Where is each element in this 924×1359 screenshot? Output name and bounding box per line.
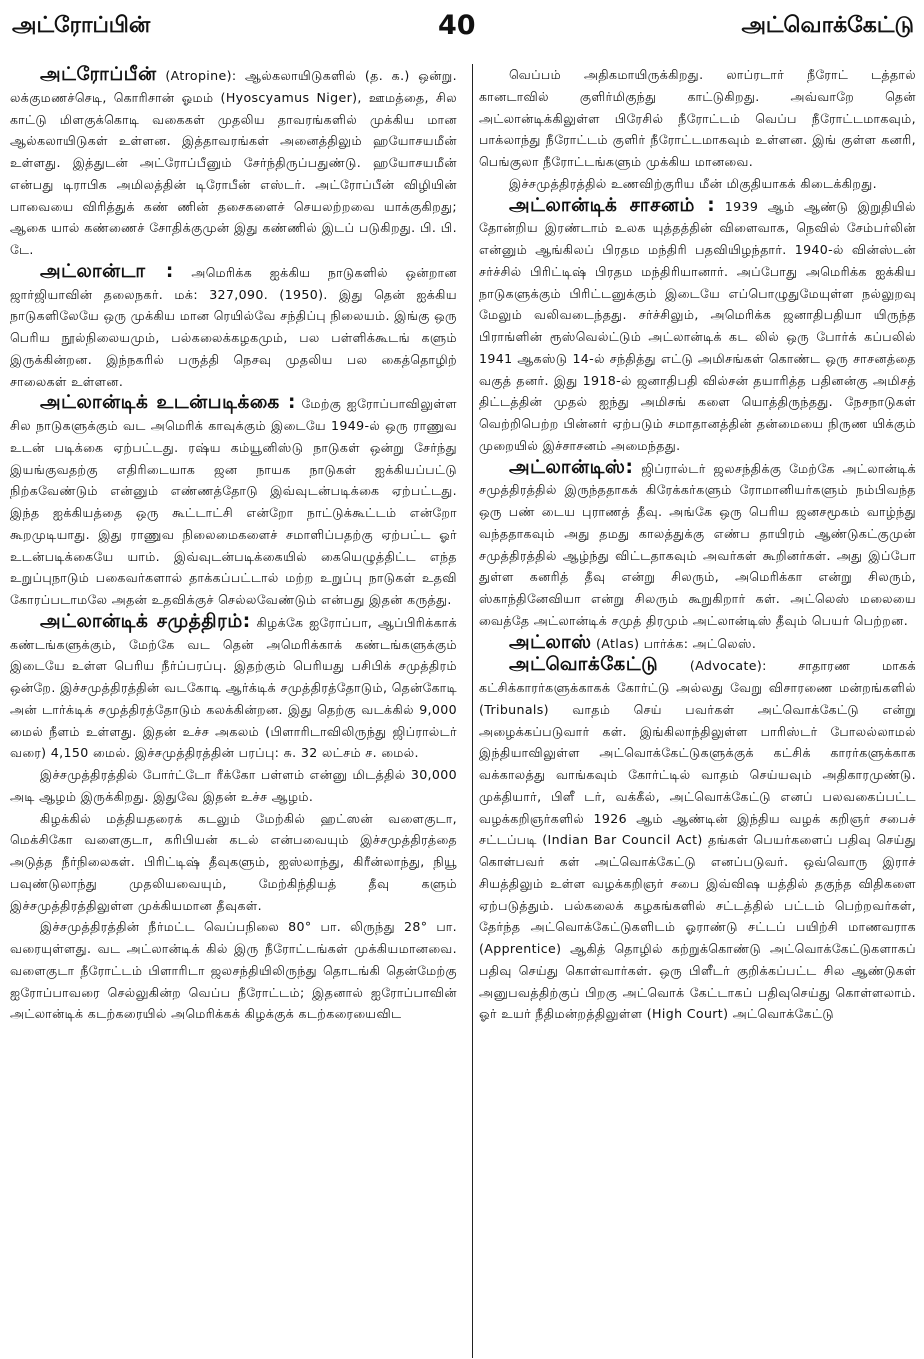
entry-paragraph: [479, 457, 916, 632]
headword: அட்வொக்கேட்டு: [509, 654, 659, 676]
headword: அட்ரோப்பீன்: [40, 64, 157, 85]
entry: [479, 195, 916, 457]
entry-paragraph: [10, 808, 457, 917]
entry: [479, 632, 916, 655]
paragraph-text: வெப்பம் அதிகமாயிருக்கிறது. லாப்ரடார் நீரோட் டத்தால் கானடாவில் குளிர்மிகுந்து காட்டுகிறது. அவ்வாறே தென் அட்லான்டிக்கிலுள்ள பிரேசில் நீரோட்டம் வெப்ப நீரோட்டமாகவும், பாக்லாந்து நீரோட்டம் குளிர் நீரோட்டமாகவும் உள்ளன. இங் குள்ள கனரி, பெங்குலா நீரோட்டங்களும் முக்கிய மானவை.: [479, 67, 916, 169]
entry: [10, 64, 457, 261]
headword: அட்லான்டிக் உடன்படிக்கை :: [40, 392, 296, 414]
paragraph-text: ஜிப்ரால்டர் ஜலசந்திக்கு மேற்கே அட்லான்டிக் சமுத்திரத்தில் இருந்ததாகக் கிரேக்கர்களும் ரோமானியர்களும் நம்பிவந்த ஒரு பண் டைய புராணத் தீவு. அங்கே ஒரு பெரிய ஜனசமூகம் வாழ்ந்து வந்ததாகவும் அது தமது காலத்துக்கு எண்ப தாயிரம் ஆண்டுகட்குமுன் சமுத்திரத்தில் ஆழ்ந்து விட்டதாகவும் அவர்கள் கூறினர்கள். அது இப்போ துள்ள கனரித் தீவு என்று சிலரும், அமெரிக்கா என்று சிலரும், ஸ்காந்தினேவியா என்று சிலரும் கூறுகிறார் கள். அட்லெஸ் மலையை வைத்தே அட்லான்டிக் சமுத் திரமும் அட்லான்டிஸ் தீவும் பெயர் பெற்றன.: [479, 460, 916, 628]
entry-paragraph: [10, 764, 457, 808]
entry-paragraph: [479, 632, 916, 655]
entry-paragraph: [479, 64, 916, 173]
headword: அட்லான்டிக் சமுத்திரம்:: [40, 610, 251, 632]
entry-paragraph: [10, 611, 457, 764]
left-guide-word: அட்ரோப்பின்: [12, 13, 151, 38]
headword: அட்லான்டிஸ்:: [509, 456, 634, 478]
right-guide-word: அட்வொக்கேட்டு: [741, 13, 914, 38]
entry-paragraph: [479, 654, 916, 1025]
entry: [10, 611, 457, 1025]
paragraph-text: மேற்கு ஐரோப்பாவிலுள்ள சில நாடுகளுக்கும் வட அமெரிக் காவுக்கும் இடையே 1949-ல் ஒரு ராணுவ உடன் படிக்கை ஏற்பட்டது. ரஷ்ய கம்யூனிஸ்டு நாடுகள் ஒன்று சேர்ந்து இயங்குவதற்கு எதிரிடையாக ஜன நாயக நாடுகள் ஐக்கியப்பட்டு நிற்கவேண்டும் என்னும் எண்ணத்தோடு இவ்வுடன்படிக்கை ஏற்பட்டது. இந்த ஐக்கியத்தை ஒரு கூட்டாட்சி என்றோ நாட்டுக்கூட்டம் என்றோ கூறமுடியாது. இது ராணுவ நிலைமைகளைச் சமாளிப்பதற்கு ஏற்பட்ட ஓர் உடன்படிக்கையே யாம். இவ்வுடன்படிக்கையில் கையெழுத்திட்ட எந்த உறுப்புநாடும் பகைவர்களால் தாக்கப்பட்டால் மற்ற உறுப்பு நாடுகள் உதவி கோரப்படாமலே அதன் உதவிக்குச் செல்லவேண்டும் என்பது இதன் கருத்து.: [10, 396, 457, 607]
entry-paragraph: [10, 261, 457, 393]
headword: அட்லாஸ்: [509, 631, 592, 653]
left-column: [10, 64, 457, 1358]
entry: [479, 64, 916, 195]
paragraph-text: 1939 ஆம் ஆண்டு இறுதியில் தோன்றிய இரண்டாம் உலக யுத்தத்தின் விளைவாக, நெவில் சேம்பர்லின் என்னும் ஆங்கிலப் பிரதம மந்திரி பதவியிழந்தார். 1940-ல் வின்ஸ்டன் சர்ச்சில் பிரிட்டிஷ் பிரதம மந்திரியானார். அப்போது அமெரிக்க ஐக்கிய நாடுகளுக்கும் பிரிட்டனுக்கும் இடையே எப்பொழுதுமேயுள்ள நல்லுறவு மேலும் வலிவடைந்தது. சர்ச்சிலும், அமெரிக்க ஜனாதிபதியா யிருந்த பிராங்ளின் ரூஸ்வெல்ட்டும் அட்லான்டிக் கட லில் ஒரு போர்க் கப்பலில் 1941 ஆகஸ்டு 14-ல் சந்தித்து எட்டு அமிசங்கள் கொண்ட ஒரு சாசனத்தை வகுத் தனர். இது 1918-ல் ஜனாதிபதி வில்சன் தயாரித்த பதினன்கு அமிசத் திட்டத்தின் முதல் ஐந்து அமிசங் களை யொத்திருந்தது. நேசநாடுகள் வெற்றிபெற்ற பின்னர் ஏற்படும் சமாதானத்தின் தன்மையை நிருண யிக்கும் முறையில் இச்சாசனம் அமைந்தது.: [479, 198, 916, 453]
entry-paragraph: [10, 916, 457, 1025]
entry-paragraph: [479, 195, 916, 457]
entry-paragraph: [10, 392, 457, 611]
right-column: [472, 64, 916, 1358]
entry-paragraph: [479, 173, 916, 195]
entry: [10, 261, 457, 393]
paragraph-text: கிழக்கில் மத்தியதரைக் கடலும் மேற்கில் ஹட்ஸன் வளைகுடா, மெக்சிகோ வளைகுடா, கரிபியன் கடல் என்பவையும் இச்சமுத்திரத்தை அடுத்த நீர்நிலைகள். பிரிட்டிஷ் தீவுகளும், ஐஸ்லாந்து, கிரீன்லாந்து, நியூ பவுண்டுலாந்து முதலியவையும், மேற்கிந்தியத் தீவு களும் இச்சமுத்திரத்திலுள்ள முக்கியமான தீவுகள்.: [10, 810, 457, 913]
paragraph-text: இச்சமுத்திரத்தில் போர்ட்டோ ரீக்கோ பள்ளம் என்னு மிடத்தில் 30,000 அடி ஆழம் இருக்கிறது. இதுவே இதன் உச்ச ஆழம்.: [10, 767, 457, 804]
entry: [479, 654, 916, 1025]
paragraph-text: (Advocate): சாதாரண மாகக் கட்சிக்காரர்களுக்காகக் கோர்ட்டு அல்லது வேறு விசாரணை மன்றங்களில் (Tribunals) வாதம் செய் பவர்கள் அட்வொக்கேட்டு என்று அழைக்கப்படுவார் கள். இங்கிலாந்திலுள்ள பாரிஸ்டர் போலல்லாமல் இந்தியாவிலுள்ள அட்வொக்கேட்டுகளுக்குக் கட்சிக் காரர்களுக்காக வக்காலத்து வாங்கவும் கோர்ட்டில் வாதம் செய்யவும் அதிகாரமுண்டு. முக்தியார், பிளீ டர், வக்கீல், அட்வொக்கேட்டு எனப் பலவகைப்பட்ட வழக்கறிஞர்களில் 1926 ஆம் ஆண்டின் இந்திய வழக் கறிஞர் சபைச் சட்டப்படி (Indian Bar Council Act) தங்கள் பெயர்களைப் பதிவு செய்து கொள்பவர் கள் அட்வொக்கேட்டு எனப்படுவர். ஒவ்வொரு இராச் சியத்திலும் உள்ள வழக்கறிஞர் சபை இவ்விஷ யத்தில் தகுந்த விதிகளை ஏற்படுத்தும். பல்கலைக் கழகங்களில் சட்டத்தில் பட்டம் பெற்றவர்கள், தேர்ந்த அட்வொக்கேட்டுகளிடம் ஓராண்டு சட்டப் பயிற்சி மாணவராக (Apprentice) ஆகித் தொழில் கற்றுக்கொண்டு அட்வொக்கேட்டுகளாகப் பதிவு செய்து கொள்வார்கள். ஒரு பிளீடர் குறிக்கப்பட்ட சில ஆண்டுகள் அனுபவத்திற்குப் பிறகு அட்வொக் கேட்டாகப் பதிவுசெய்து கொள்ளலாம். ஓர் உயர் நீதிமன்றத்திலுள்ள (High Court) அட்வொக்கேட்டு: [479, 658, 916, 1022]
paragraph-text: கிழக்கே ஐரோப்பா, ஆப்பிரிக்காக் கண்டங்களுக்கும், மேற்கே வட தென் அமெரிக்காக் கண்டங்களுக்கும் இடையே உள்ள பெரிய நீர்ப்பரப்பு. இதற்கும் பெரியது பசிபிக் சமுத்திரம் ஒன்றே. இச்சமுத்திரத்தின் வடகோடி ஆர்க்டிக் சமுத்திரத்தோடும், தென்கோடி அன் டார்க்டிக் சமுத்திரத்தோடும் கலக்கின்றன. இது தெற்கு வடக்கில் 9,000 மைல் நீளம் உள்ளது. இதன் உச்ச அகலம் (பிளாரிடாவிலிருந்து ஜிப்ரால்டர் வரை) 4,150 மைல். இச்சமுத்திரத்தின் பரப்பு: சு. 32 லட்சம் ச. மைல்.: [10, 614, 457, 761]
headword: அட்லான்டிக் சாசனம் :: [509, 194, 716, 216]
paragraph-text: இச்சமுத்திரத்தின் நீர்மட்ட வெப்பநிலை 80° பா. லிருந்து 28° பா. வரையுள்ளது. வட அட்லான்டிக் கில் இரு நீரோட்டங்கள் முக்கியமானவை. வளைகுடா நீரோட்டம் பிளாரிடா ஜலசந்தியிலிருந்து தொடங்கி தென்மேற்கு ஐரோப்பாவரை செல்லுகின்ற வெப்ப நீரோட்டம்; இதனால் ஐரோப்பாவின் அட்லான்டிக் கடற்கரையில் அமெரிக்கக் கிழக்குக் கடற்கரையைவிட: [10, 919, 457, 1022]
entry: [10, 392, 457, 611]
entry-paragraph: [10, 64, 457, 261]
entry: [479, 457, 916, 632]
paragraph-text: (Atropine): ஆல்கலாயிடுகளில் (த. க.) ஒன்று. லக்குமணச்செடி, கொரிசான் ஓமம் (Hyoscyamus Niger), ஊமத்தை, சில காட்டு மிளகுக்கொடி வகைகள் முதலிய தாவரங்களில் முக்கிய மான ஆல்கலாயிடுகள் உள்ளன. இத்தாவரங்கள் அனைத்திலும் ஹயோசயமீன் உள்ளது. இத்துடன் அட்ரோப்பீனும் சேர்ந்திருப்பதுண்டு. ஹயோசயமீன் என்பது டிராபிக அமிலத்தின் டிரோபீன் எஸ்டர். அட்ரோப்பீன் விழியின் பாவையை விரித்துக் கண் ணின் தசைகளைச் செயலற்றவை யாக்குகிறது; ஆகை யால் கண்ணைச் சோதிக்குமுன் இது கண்ணில் இடப் படுகிறது. பி. பி. டே.: [10, 68, 457, 257]
page-number: 40: [438, 10, 476, 41]
paragraph-text: அமெரிக்க ஐக்கிய நாடுகளில் ஒன்றான ஜார்ஜியாவின் தலைநகர். மக்: 327,090. (1950). இது தென் ஐக்கிய நாடுகளிலேயே ஒரு முக்கிய மான ரெயில்வே சந்திப்பு நிலையம். இங்கு ஒரு பெரிய நூல்நிலையமும், பல்கலைக்கழகமும், பல பள்ளிக்கூடங் களும் இருக்கின்றன. இந்நகரில் பருத்தி நெசவு முதலிய பல கைத்தொழிற் சாலைகள் உள்ளன.: [10, 264, 457, 389]
paragraph-text: (Atlas) பார்க்க: அட்லெஸ்.: [595, 635, 757, 651]
headword: அட்லான்டா :: [40, 260, 174, 282]
paragraph-text: இச்சமுத்திரத்தில் உணவிற்குரிய மீன் மிகுதியாகக் கிடைக்கிறது.: [509, 175, 877, 191]
